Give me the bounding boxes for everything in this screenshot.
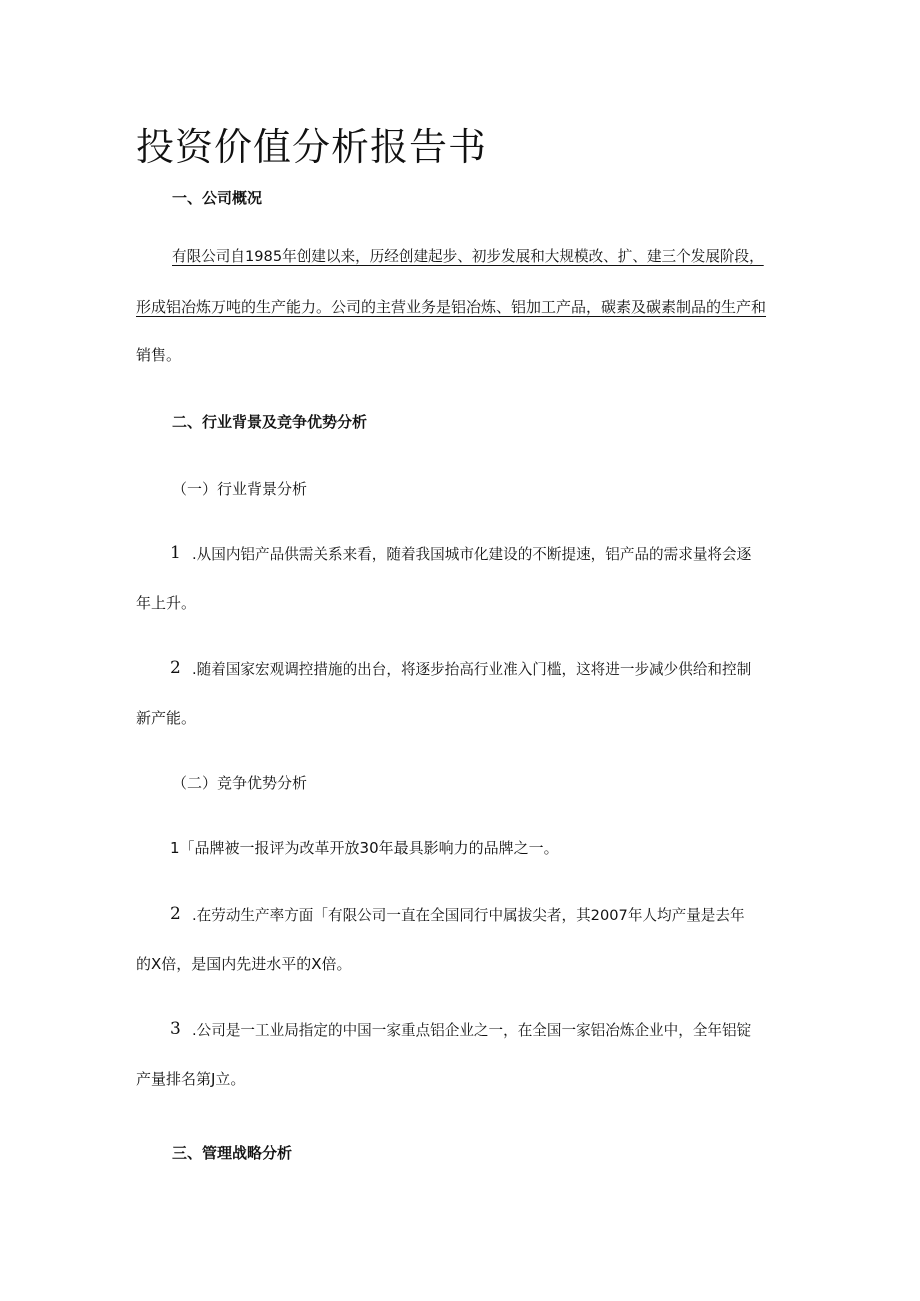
subsection-heading-industry-background: （一）行业背景分析 — [172, 480, 308, 498]
document-title: 投资价值分析报告书 — [136, 125, 488, 169]
paragraph-line: 形成铝冶炼万吨的生产能力。公司的主营业务是铝冶炼、铝加工产品，碳素及碳素制品的生产和 — [136, 298, 767, 316]
list-item-number: 2 — [170, 904, 181, 924]
section-heading-industry-competition: 二、行业背景及竞争优势分析 — [172, 413, 368, 431]
list-item-text: 年上升。 — [136, 594, 197, 612]
list-item-text: 1「品牌被一报评为改革开放30年最具影响力的品牌之一。 — [170, 839, 559, 857]
list-item-text: .在劳动生产率方面「有限公司一直在全国同行中属拔尖者，其2007年人均产量是去年 — [192, 907, 745, 924]
list-item-text: 的X倍，是国内先进水平的X倍。 — [136, 955, 352, 973]
list-item-text: 新产能。 — [136, 709, 197, 727]
list-item-number: 2 — [170, 658, 181, 678]
list-item-text: .随着国家宏观调控措施的出台，将逐步抬高行业准入门槛，这将进一步减少供给和控制 — [192, 661, 752, 678]
paragraph-line: 有限公司自1985年创建以来，历经创建起步、初步发展和大规模改、扩、建三个发展阶段， — [172, 248, 764, 265]
list-item-text: 产量排名第J立。 — [136, 1070, 246, 1088]
list-item-text: .公司是一工业局指定的中国一家重点铝企业之一，在全国一家铝冶炼企业中，全年铝锭 — [192, 1022, 752, 1039]
list-item-number: 1 — [170, 543, 181, 563]
section-heading-company-overview: 一、公司概况 — [172, 189, 263, 207]
subsection-heading-competitive-advantage: （二）竞争优势分析 — [172, 774, 308, 792]
section-heading-management-strategy: 三、管理战略分析 — [172, 1144, 293, 1162]
list-item-number: 3 — [170, 1019, 181, 1039]
paragraph-line: 销售。 — [136, 346, 182, 364]
list-item-text: .从国内铝产品供需关系来看，随着我国城市化建设的不断提速，铝产品的需求量将会逐 — [192, 546, 752, 563]
